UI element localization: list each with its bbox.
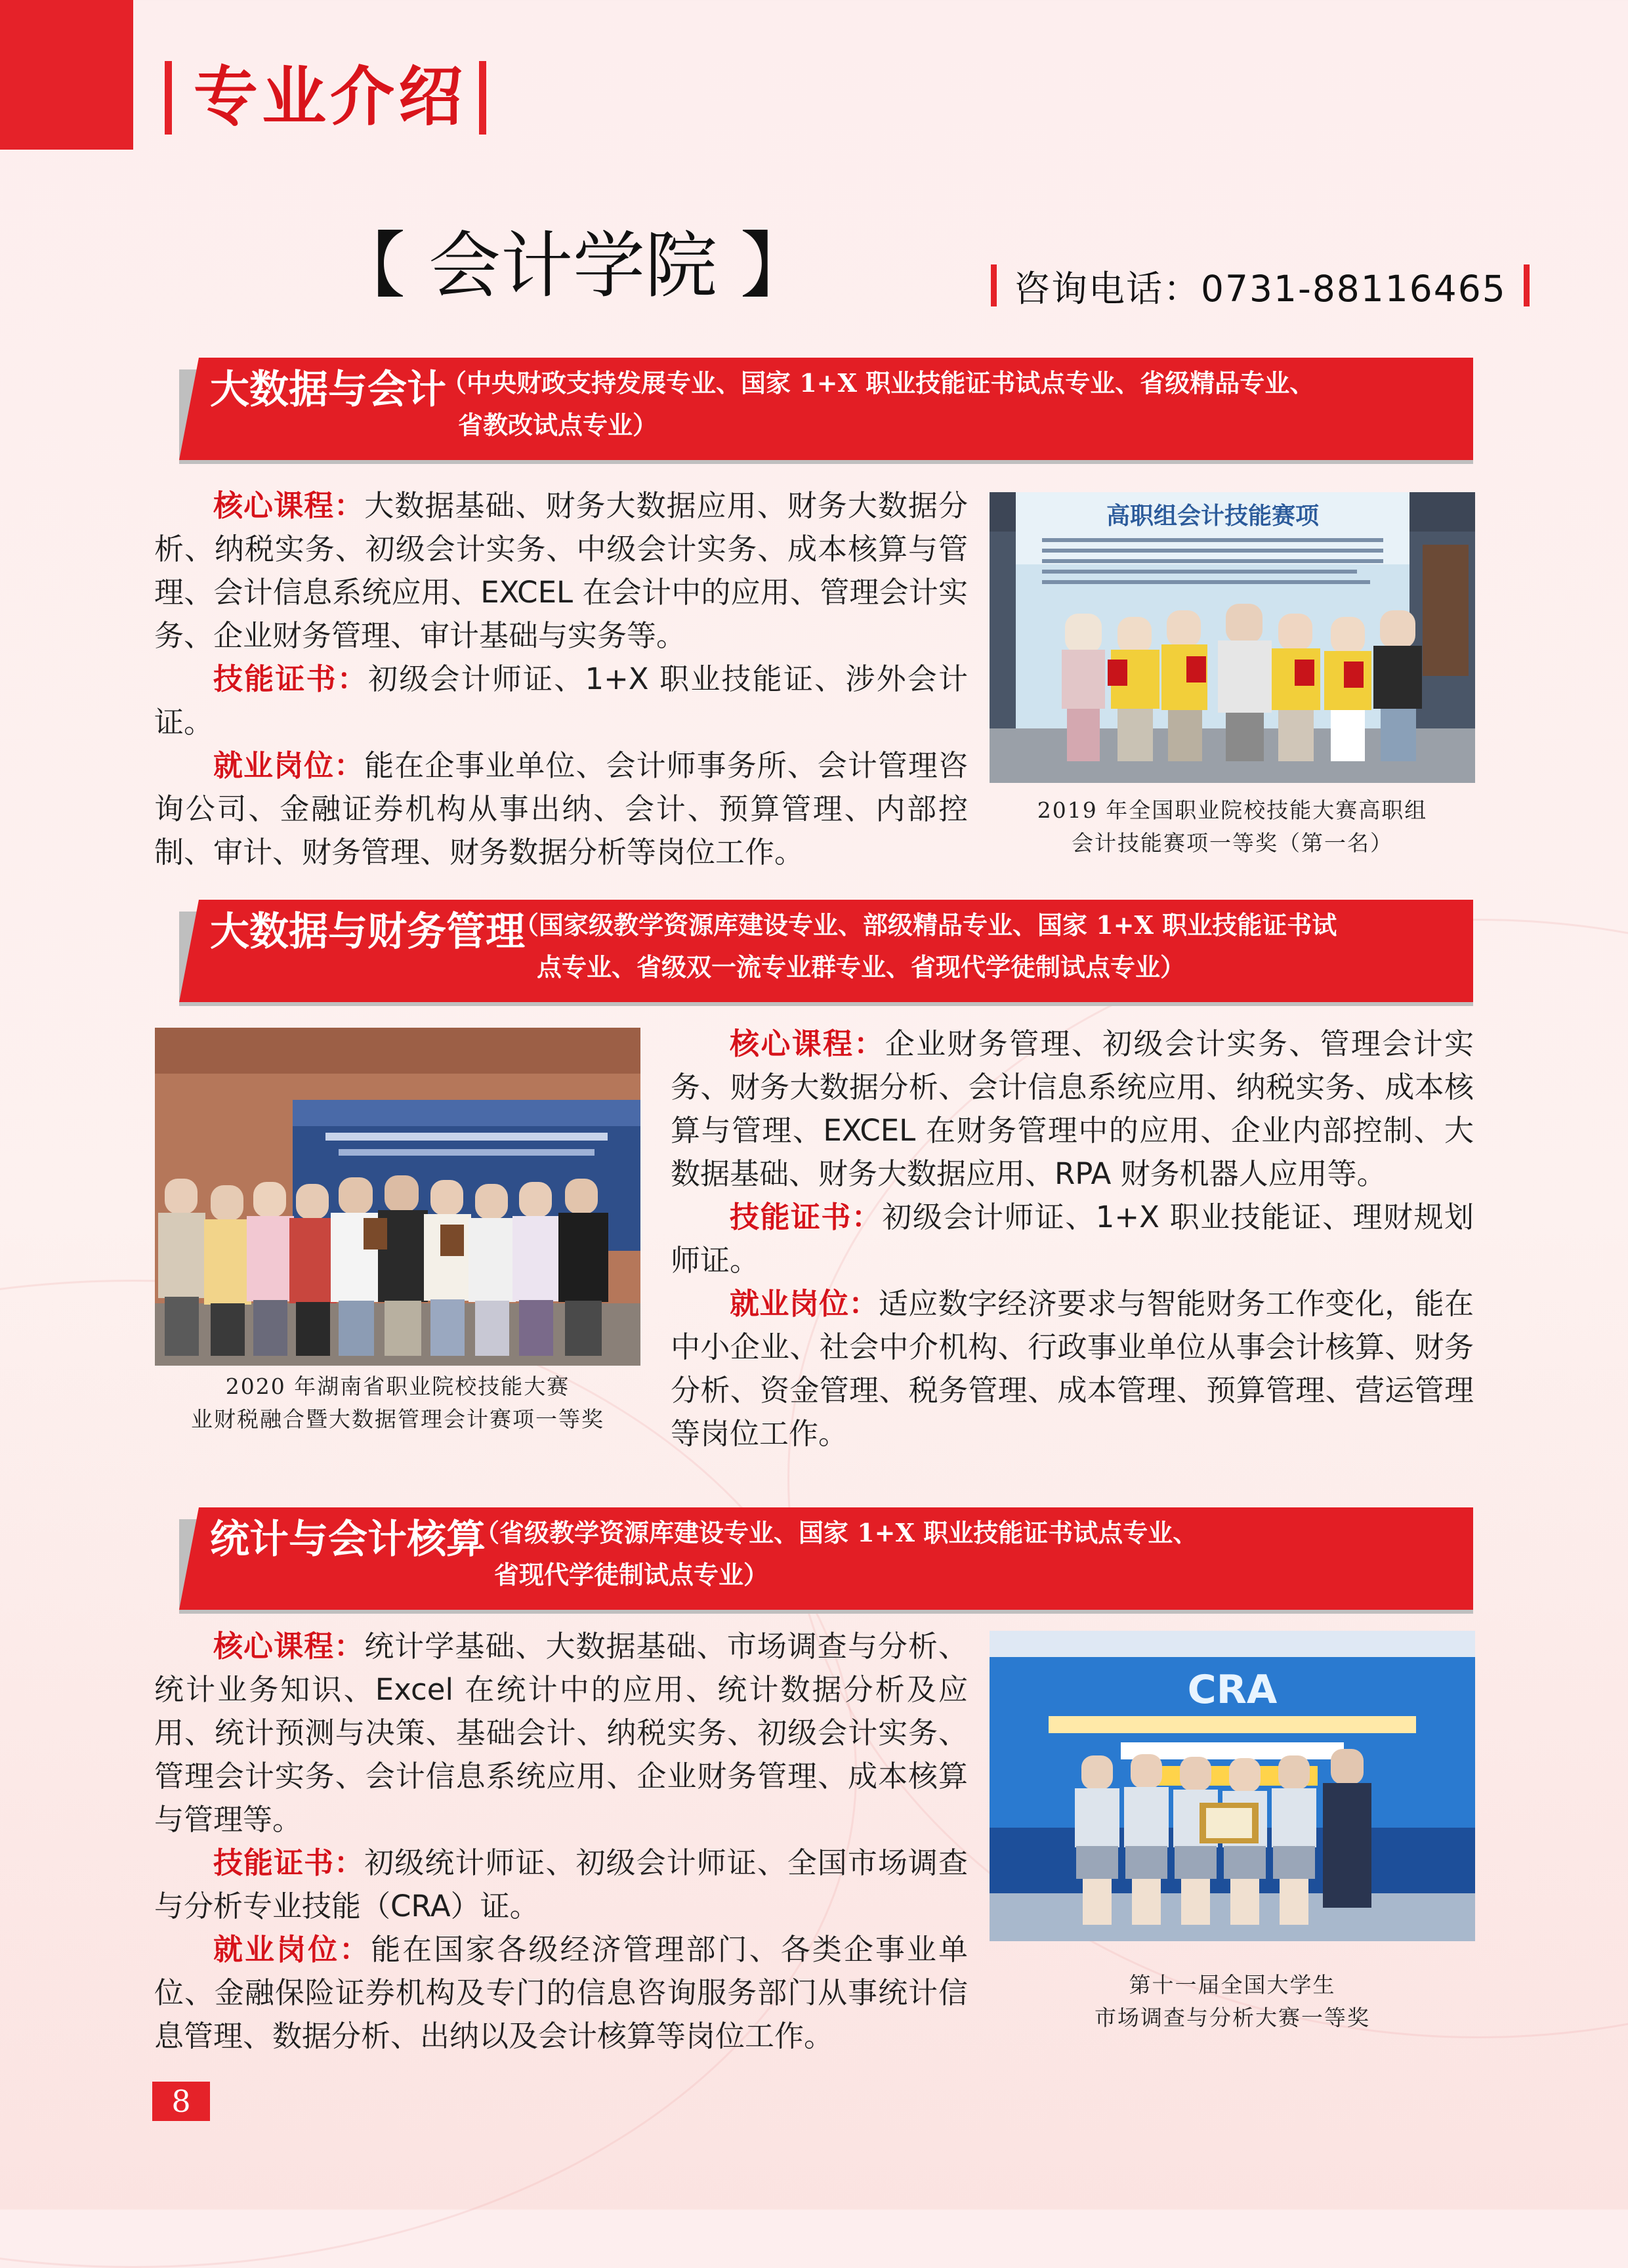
caption-line: 业财税融合暨大数据管理会计赛项一等奖 [191,1406,604,1432]
photo-illustration [990,1631,1475,1941]
program-details-section-1 [154,484,968,874]
skill-certificates-text: 初级会计师证、1+X 职业技能证、涉外会计证。 [154,662,968,740]
program-banner-statistics-accounting [179,1507,1473,1610]
photo-illustration [155,1028,640,1366]
career-positions [154,1928,968,2058]
career-positions-text: 适应数字经济要求与智能财务工作变化，能在中小企业、社会中介机构、行政事业单位从事会计核算、财务分析、资金管理、税务管理、成本管理、预算管理、营运管理等岗位工作。 [671,1286,1474,1451]
core-courses [154,484,968,658]
career-positions [671,1282,1474,1456]
core-courses-text: 企业财务管理、初级会计实务、管理会计实务、财务大数据分析、会计信息系统应用、纳税实务、成本核算与管理、EXCEL 在财务管理中的应用、企业内部控制、大数据基础、财务大数据应用、RPA 财务机器人应用等。 [671,1026,1474,1191]
career-positions-text: 能在企事业单位、会计师事务所、会计管理咨询公司、金融证券机构从事出纳、会计、预算管理、内部控制、审计、财务管理、财务数据分析等岗位工作。 [154,748,968,870]
phone-divider-right [1524,264,1530,306]
photo-caption-3 [990,1969,1475,2034]
program-name: 大数据与会计 [210,367,446,413]
photo-caption-1 [990,794,1475,860]
competition-photo-2 [155,1028,640,1366]
program-description-line2: 省教改试点专业） [458,410,658,440]
program-details-section-3 [154,1625,968,2058]
program-description-line1: （国家级教学资源库建设专业、部级精品专业、国家 1+X 职业技能证书试 [514,910,1337,940]
photo-banner-text: CRA [1187,1667,1278,1713]
core-courses-label: 核心课程： [213,488,365,523]
career-positions [154,744,968,874]
phone-text: 咨询电话：0731-88116465 [1014,267,1507,310]
career-positions-label: 就业岗位： [213,748,365,783]
program-name: 大数据与财务管理 [210,909,525,955]
program-description-line1: （省级教学资源库建设专业、国家 1+X 职业技能证书试点专业、 [474,1518,1198,1547]
skill-certificates-label: 技能证书： [730,1200,883,1234]
core-courses-text: 统计学基础、大数据基础、市场调查与分析、统计业务知识、Excel 在统计中的应用、统计数据分析及应用、统计预测与决策、基础会计、纳税实务、初级会计实务、管理会计实务、会计信息系统应用、企业财务管理、成本核算与管理等。 [154,1629,968,1837]
program-description-line2: 点专业、省级双一流专业群专业、省现代学徒制试点专业） [537,952,1186,982]
caption-line: 会计技能赛项一等奖（第一名） [1072,830,1393,856]
core-courses-label: 核心课程： [730,1026,885,1061]
skill-certificates-text: 初级统计师证、初级会计师证、全国市场调查与分析专业技能（CRA）证。 [154,1845,968,1923]
skill-certificates-label: 技能证书： [213,1845,365,1880]
program-details-section-2 [671,1022,1474,1456]
core-courses [671,1022,1474,1196]
header-divider-left [165,61,172,135]
competition-photo-1 [990,492,1475,783]
core-courses [154,1625,968,1841]
page-number: 8 [152,2082,210,2121]
program-description-line2: 省现代学徒制试点专业） [494,1560,769,1589]
photo-banner-text: 高职组会计技能赛项 [1106,503,1320,530]
skill-certificates-text: 初级会计师证、1+X 职业技能证、理财规划师证。 [671,1200,1474,1278]
caption-line: 市场调查与分析大赛一等奖 [1095,2005,1370,2030]
skill-certificates [671,1196,1474,1282]
photo-caption-2 [155,1370,640,1436]
page-section-title: 专业介绍 [194,60,467,135]
skill-certificates [154,1841,968,1928]
skill-certificates-label: 技能证书： [213,662,369,696]
skill-certificates [154,658,968,744]
program-name: 统计与会计核算 [210,1517,486,1563]
caption-line: 2020 年湖南省职业院校技能大赛 [225,1374,570,1399]
corner-accent-block [0,0,133,150]
career-positions-label: 就业岗位： [213,1932,371,1967]
caption-line: 2019 年全国职业院校技能大赛高职组 [1037,797,1428,823]
header-divider-right [479,61,486,135]
college-title: 【 会计学院 】 [333,224,812,308]
program-banner-big-data-financial-management [179,900,1473,1002]
caption-line: 第十一届全国大学生 [1129,1972,1336,1998]
career-positions-text: 能在国家各级经济管理部门、各类企事业单位、金融保险证券机构及专门的信息咨询服务部门从事统计信息管理、数据分析、出纳以及会计核算等岗位工作。 [154,1932,968,2053]
phone-divider-left [991,264,997,306]
competition-photo-3 [990,1631,1475,1941]
program-banner-big-data-accounting [179,358,1473,460]
core-courses-label: 核心课程： [213,1629,365,1664]
program-description-line1: （中央财政支持发展专业、国家 1+X 职业技能证书试点专业、省级精品专业、 [442,368,1315,398]
photo-illustration [990,492,1475,783]
phone-info [991,259,1530,312]
core-courses-text: 大数据基础、财务大数据应用、财务大数据分析、纳税实务、初级会计实务、中级会计实务、成本核算与管理、会计信息系统应用、EXCEL 在会计中的应用、管理会计实务、企业财务管理、审计基础与实务等。 [154,488,968,653]
career-positions-label: 就业岗位： [730,1286,879,1321]
